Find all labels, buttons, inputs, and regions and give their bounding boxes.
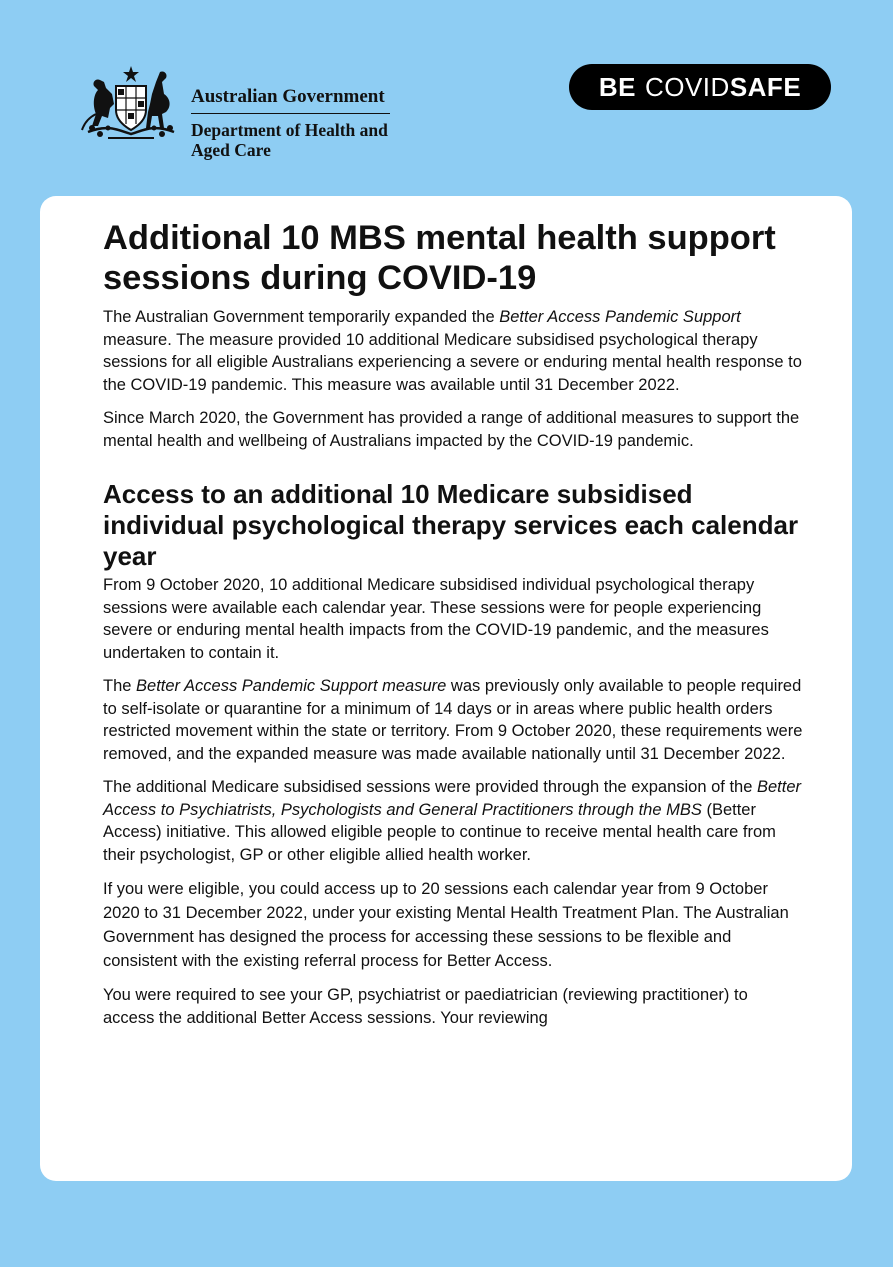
government-branding [191, 86, 391, 160]
document-body [103, 218, 803, 1029]
section-paragraph-1: From 9 October 2020, 10 additional Medicare subsidised individual psychological therapy sessions were available each calendar year. These sessions were for people experiencing severe or enduring mental health impacts from the COVID-19 pandemic, and the measures undertaken to contain it. [103, 576, 769, 662]
government-name: Australian Government [191, 86, 390, 114]
page-title: Additional 10 MBS mental health support sessions during COVID-19 [103, 219, 776, 297]
department-name: Department of Health and Aged Care [191, 120, 388, 160]
measure-name-italic: Better Access Pandemic Support measure [136, 677, 447, 695]
badge-safe-text: SAFE [729, 71, 802, 102]
section-paragraph-3: The additional Medicare subsidised sessions were provided through the expansion of the Better Access to Psychiatrists, Psychologists and General Practitioners through the MBS (Better Access) initiative. This allowed eligible people to continue to receive mental health care from their psychologist, GP or other eligible allied health worker. [103, 778, 802, 864]
section-paragraph-4: If you were eligible, you could access up to 20 sessions each calendar year from 9 October 2020 to 31 December 2022, under your existing Mental Health Treatment Plan. The Australian Government has designed the process for accessing these sessions to be flexible and consistent with the existing referral process for Better Access. [103, 880, 789, 970]
intro-paragraph-2: Since March 2020, the Government has provided a range of additional measures to support the mental health and wellbeing of Australians impacted by the COVID-19 pandemic. [103, 409, 800, 450]
be-covidsafe-badge [569, 64, 831, 110]
page-header [0, 0, 893, 190]
coat-of-arms-icon [78, 64, 184, 142]
initiative-name-italic: Better Access to Psychiatrists, Psychologists and General Practitioners through the MBS [103, 778, 802, 819]
section-heading: Access to an additional 10 Medicare subsidised individual psychological therapy services each calendar year [103, 479, 799, 571]
content-card [40, 196, 852, 1181]
program-name-italic: Better Access Pandemic Support [499, 308, 741, 326]
badge-covid-text: COVID [644, 71, 730, 102]
section-paragraph-5: You were required to see your GP, psychiatrist or paediatrician (reviewing practitioner) to access the additional Better Access sessions. Your reviewing [103, 986, 748, 1027]
intro-paragraph-1: The Australian Government temporarily expanded the Better Access Pandemic Support measure. The measure provided 10 additional Medicare subsidised psychological therapy sessions for all eligible Australians experiencing a severe or enduring mental health response to the COVID-19 pandemic. This measure was available until 31 December 2022. [103, 308, 802, 394]
badge-be-text: BE [598, 71, 636, 102]
section-paragraph-2: The Better Access Pandemic Support measure was previously only available to people required to self-isolate or quarantine for a minimum of 14 days or in areas where public health orders restricted movement within the state or territory. From 9 October 2020, these requirements were removed, and the expanded measure was made available nationally until 31 December 2022. [103, 677, 803, 763]
